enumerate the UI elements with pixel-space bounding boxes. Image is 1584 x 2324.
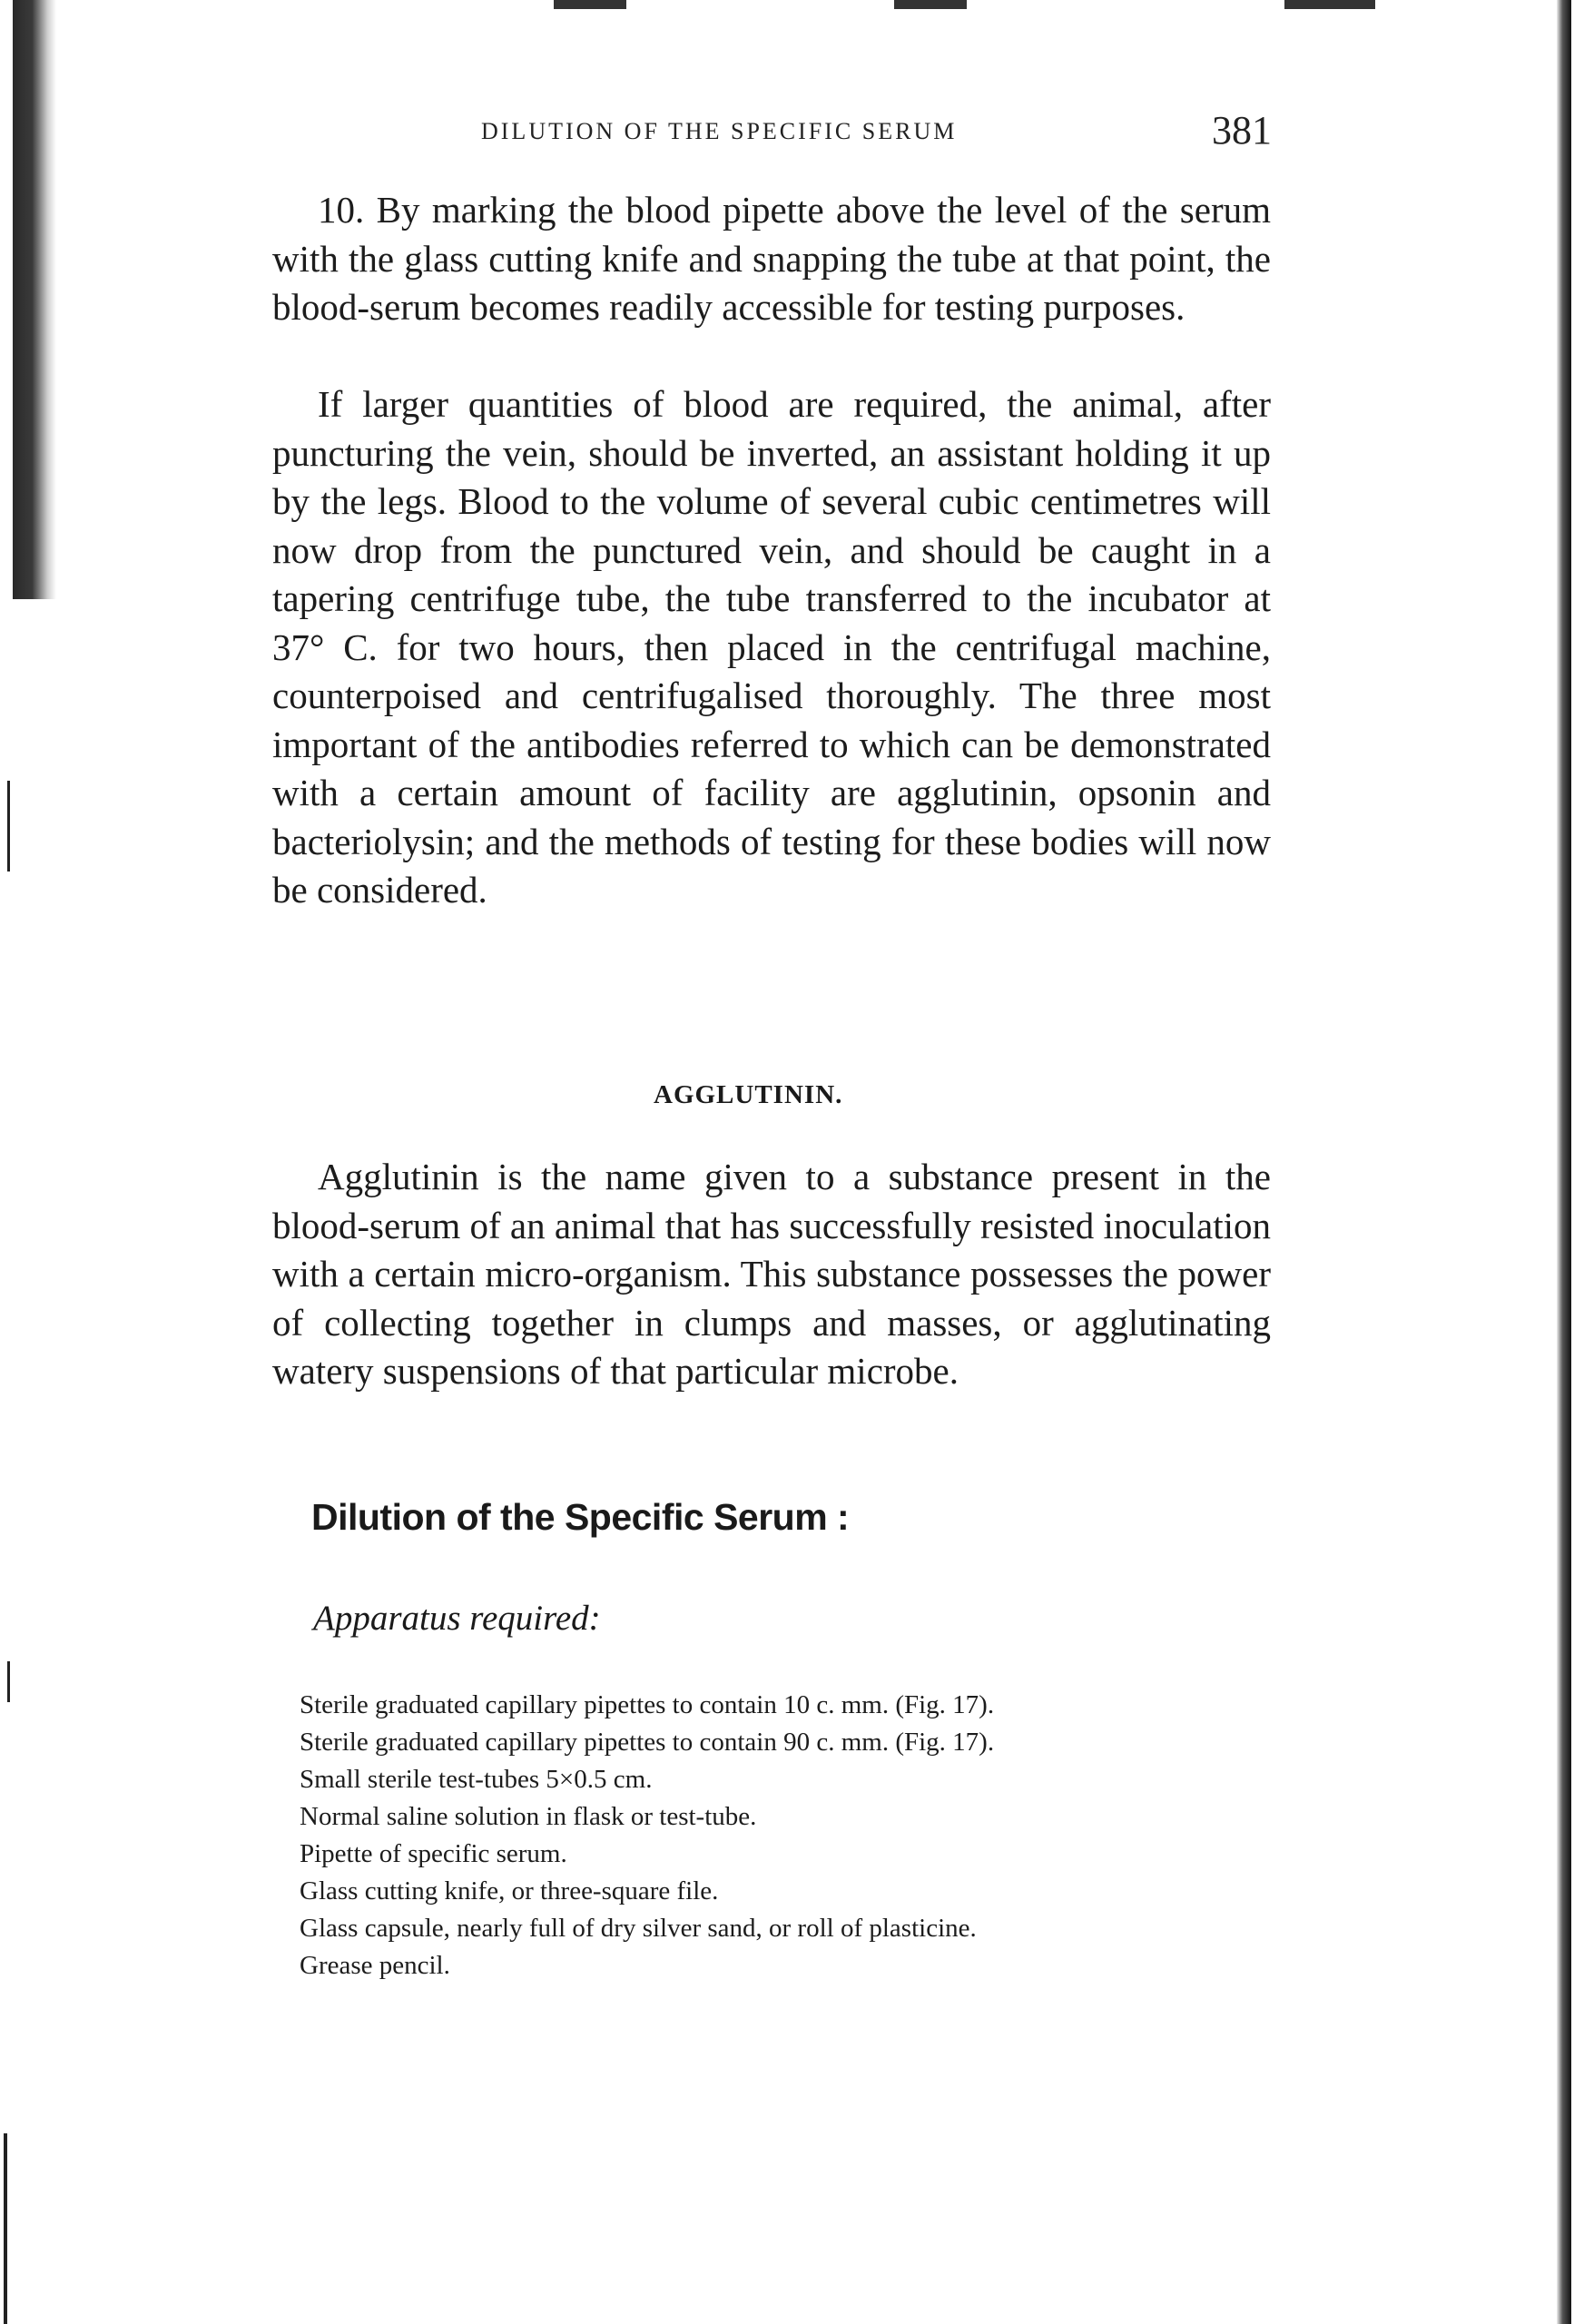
list-item: Glass cutting knife, or three-square file. xyxy=(300,1876,719,1905)
list-item: Grease pencil. xyxy=(300,1951,450,1980)
page-number: 381 xyxy=(1212,108,1272,153)
scan-shadow-left-lower xyxy=(4,2133,7,2324)
running-head: DILUTION OF THE SPECIFIC SERUM xyxy=(481,118,958,144)
body-paragraph xyxy=(272,186,1271,332)
subsection-heading: Dilution of the Specific Serum : xyxy=(311,1496,850,1538)
list-item: Pipette of specific serum. xyxy=(300,1839,567,1868)
paragraph-text: Agglutinin is the name given to a substance present in the blood-serum of an animal that has successfully resisted inoculation with a certain micro-organism. This substance possesses the power of collecting together in clumps and masses, or agglutinating watery suspensions of that particular microbe. xyxy=(272,1156,1271,1392)
list-item: Normal saline solution in flask or test-tube. xyxy=(300,1802,757,1831)
body-paragraph xyxy=(272,380,1271,915)
list-item: Sterile graduated capillary pipettes to contain 90 c. mm. (Fig. 17). xyxy=(300,1728,995,1757)
scan-mark-top xyxy=(1284,0,1375,9)
scan-mark-top xyxy=(554,0,626,9)
apparatus-list xyxy=(300,1687,994,1984)
list-item: Sterile graduated capillary pipettes to contain 10 c. mm. (Fig. 17). xyxy=(300,1690,995,1719)
section-heading: AGGLUTININ. xyxy=(654,1080,843,1109)
scan-shadow-right xyxy=(1557,0,1571,2324)
paragraph-text: 10. By marking the blood pipette above the level of the serum with the glass cutting knife and snapping the tube at that point, the blood-serum becomes readily accessible for testing purposes. xyxy=(272,189,1271,328)
scan-tick-left xyxy=(7,1661,10,1702)
list-item: Small sterile test-tubes 5×0.5 cm. xyxy=(300,1765,653,1794)
paragraph-text: If larger quantities of blood are required, the animal, after puncturing the vein, should be inverted, an assistant holding it up by the legs. Blood to the volume of several cubic centimetres will now drop from the punctured vein, and should be caught in a tapering centrifuge tube, the tube transferred to the incubator at 37° C. for two hours, then placed in the centrifugal machine, counterpoised and centrifugalised thoroughly. The three most important of the antibodies referred to which can be demonstrated with a certain amount of facility are agglutinin, opsonin and bacteriolysin; and the methods of testing for these bodies will now be considered. xyxy=(272,383,1271,911)
list-item: Glass capsule, nearly full of dry silver sand, or roll of plasticine. xyxy=(300,1914,977,1943)
apparatus-label: Apparatus required: xyxy=(313,1599,601,1638)
scan-tick-left xyxy=(7,781,10,872)
body-paragraph xyxy=(272,1153,1271,1396)
scan-shadow-left xyxy=(13,0,56,599)
scan-mark-top xyxy=(894,0,967,9)
